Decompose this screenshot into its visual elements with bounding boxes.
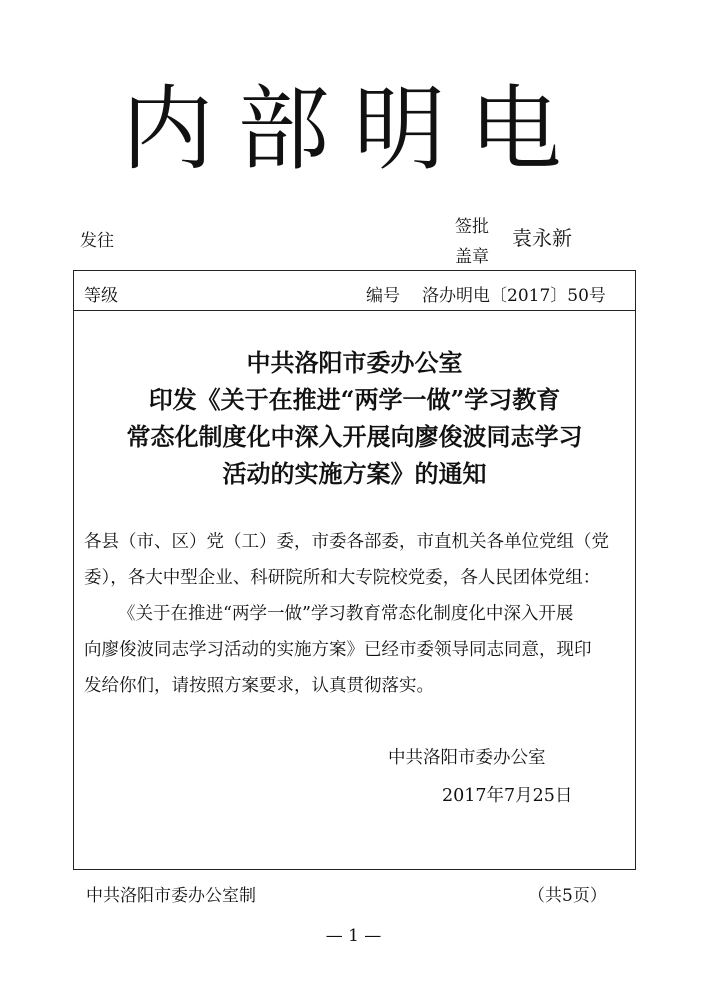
footer-total-pages: （共5页） (528, 886, 607, 906)
signature-date: 2017年7月25日 (442, 786, 573, 806)
document-title: 内部明电 (121, 76, 586, 183)
body-line: 向廖俊波同志学习活动的实施方案》已经市委领导同志同意，现印 (84, 640, 592, 660)
body-line: 各县（市、区）党（工）委，市委各部委，市直机关各单位党组（党 (84, 532, 609, 552)
notice-title-line: 中共洛阳市委办公室 (246, 348, 463, 377)
seal-label: 盖章 (455, 247, 489, 267)
signature-org: 中共洛阳市委办公室 (388, 748, 546, 768)
footer-maker: 中共洛阳市委办公室制 (86, 886, 256, 906)
level-label: 等级 (84, 286, 118, 306)
notice-title-line: 常态化制度化中深入开展向廖俊波同志学习 (126, 422, 583, 451)
document-number: 洛办明电〔2017〕50号 (422, 286, 606, 306)
sign-label: 签批 (455, 217, 489, 237)
page-number: — 1 — (325, 926, 382, 946)
number-label: 编号 (366, 286, 400, 306)
body-line: 《关于在推进“两学一做”学习教育常态化制度化中深入开展 (118, 604, 574, 624)
body-line: 委），各大中型企业、科研院所和大专院校党委，各人民团体党组： (84, 568, 601, 588)
frame-divider (73, 310, 636, 311)
signer-name: 袁永新 (512, 226, 572, 250)
notice-title-line: 印发《关于在推进“两学一做”学习教育 (148, 385, 561, 414)
body-line: 发给你们，请按照方案要求，认真贯彻落实。 (84, 676, 434, 696)
send-to-label: 发往 (80, 231, 114, 251)
notice-title-line: 活动的实施方案》的通知 (222, 459, 487, 488)
